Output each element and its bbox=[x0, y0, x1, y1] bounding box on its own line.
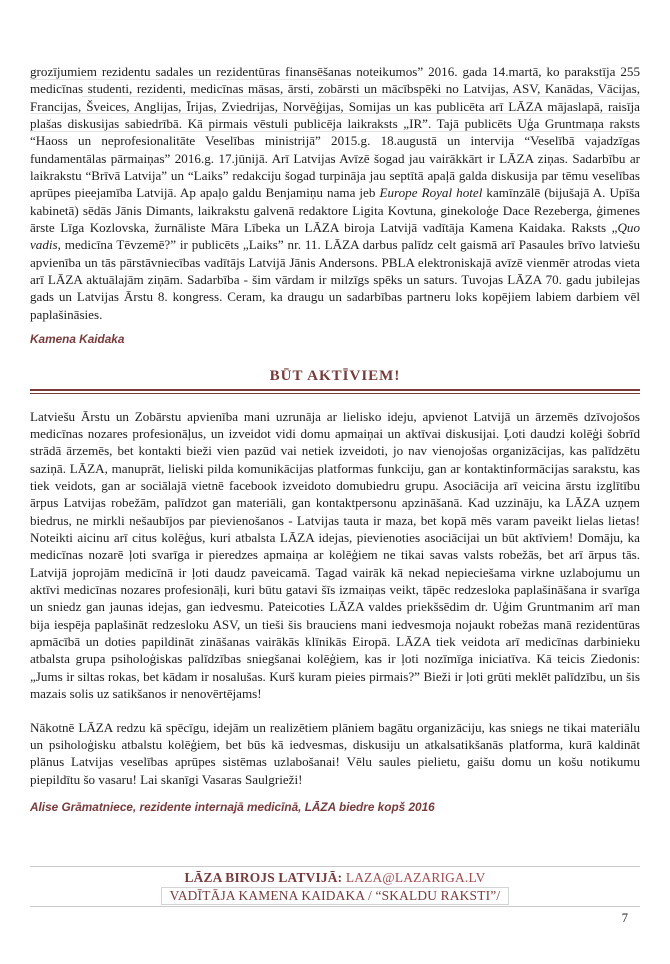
section-title: BŪT AKTĪVIEM! bbox=[269, 368, 401, 385]
page-number: 7 bbox=[621, 911, 628, 925]
footer-top-rule bbox=[30, 866, 640, 867]
article-2-paragraph-2: Nākotnē LĀZA redzu kā spēcīgu, idejām un realizētiem plāniem bagātu organizāciju, kas sniegs ne tikai materiālu un psiholoģisku atbalstu kolēģiem, bet būs kā iedvesmas, diskusiju un atkalsatikšanās platforma, kurā kaldināt plānus Latvijas veselības aprūpes sistēmas uzlabošanai! Vēlu saules pielietu, gaišu domu un košu notikumu piepildītu šo vasaru! Lai skanīgi Vasaras Saulgrieži! bbox=[30, 719, 640, 787]
page-footer bbox=[30, 866, 640, 926]
article-1-paragraph: grozījumiem rezidentu sadales un rezidentūras finansēšanas noteikumos” 2016. gada 14.martā, ko parakstīja 255 medicīnas studenti, rezidenti, medicīnas māsas, ārsti, zobārsti un mācībspēki no Latvijas, ASV, Kanādas, Vācijas, Francijas, Šveices, Anglijas, Īrijas, Zviedrijas, Norvēģijas, Somijas un kas publicēta arī LĀZA mājaslapā, raisīja plašas diskusijas sabiedrībā. Kā pirmais vēstuli publicēja laikraksts „IR”. Tajā publicēts Uģa Gruntmaņa raksts “Haoss un neprofesionalitāte Veselības ministrijā” 2015.g. 18.augustā un intervija “Veselībā vajadzīgas fundamentālas pārmaiņas” 2016.g. 17.jūnijā. Arī Latvijas Avīzē šogad jau vairākkārt ir LĀZA ziņas. Sadarbību ar laikrakstu “Brīvā Latvija” un “Laiks” redakciju šogad turpināja jau septītā apaļā galda diskusija par tēmu veselības aprūpes pieejamība Latvijā. Ap apaļo galdu Benjamiņu nama jeb Europe Royal hotel kamīnzālē (bijušajā A. Upīša kabinetā) sēdās Jānis Dimants, laikrakstu galvenā redaktore Ligita Kovtuna, ginekoloģe Dace Rezeberga, ģimenes ārste Līga Kozlovska, žurnāliste Māra Lībeka un LĀZA biroja Latvijā vadītāja Kamena Kaidaka. Raksts „Quo vadis, medicīna Tēvzemē?” ir publicēts „Laiks” nr. 11. LĀZA darbus palīdz celt gaismā arī Pasaules brīvo latviešu apvienība un tās pārstāvniecības vadītājs Latvijā Jānis Andersons. PBLA elektroniskajā avīzē vienmēr atrodas vieta arī LĀZA aktuālajām ziņām. Sadarbība - šim vārdam ir milzīgs spēks un saturs. Tuvojas LĀZA 70. gadu jubilejas gads un Latvijas Ārstu 8. kongress. Ceram, ka draugu un sadarbības partneru loks kopējiem labiem darbiem vēl paplašināsies. bbox=[30, 64, 640, 322]
article-2-author-signature: Alise Grāmatniece, rezidente internajā medicīnā, LĀZA biedre kopš 2016 bbox=[30, 799, 435, 814]
footer-email-link[interactable]: LAZA@LAZARIGA.LV bbox=[345, 870, 486, 885]
article-1-author-signature: Kamena Kaidaka bbox=[30, 332, 125, 347]
footer-bottom-rule bbox=[30, 906, 640, 907]
article-2-paragraph-1: Latviešu Ārstu un Zobārstu apvienība mani uzrunāja ar lielisko ideju, apvienot Latvijā un ārzemēs dzīvojošos medicīnas nozares profesionāļus, un izveidot vidi domu apmaiņai un aktīvai diskusijai. Ļoti daudzi kolēģi šobrīd strādā ārzemēs, bet kontakti bieži vien pazūd vai netiek izveidoti, jo nav vienojošas organizācijas, kas palīdzētu saziņā. LĀZA, manuprāt, lieliski pilda komunikācijas platformas funkciju, gan ar kontaktinformācijas sarakstu, kas tiek veidots, gan ar sociālajā vietnē facebook izveidoto domubiedru grupu. Asociācija arī veicina ārstu izglītību ārpus Latvijas robežām, palīdzot gan materiāli, gan kontaktpersonu apzināšanā. Kad uzzināju, ka LĀZA uzņem biedrus, ne mirkli nešaubījos par pievienošanos - Latvijas tauta ir maza, bet kopā mēs varam paveikt lielas lietas! Noteikti aicinu arī citus kolēģus, kuri atbalsta LĀZA idejas, pievienoties asociācijai un būt aktīviem! Domāju, ka medicīnas nozarē ļoti svarīga ir pieredzes apmaiņa ar kolēģiem ne tikai savas valsts robežās, bet arī ārpus tās. Latvijā joprojām medicīnā ir ļoti daudz paveicamā. Tagad vairāk kā nekad nepieciešama virkne uzlabojumu un aktīvi medicīnas nozares profesionāļi, kuri būtu gatavi šīs izmaiņas veikt, tāpēc redzesloka paplašināšana ir svarīga un sniedz gan jaunas idejas, gan iedvesmu. Pateicoties LĀZA valdes priekšsēdim dr. Uģim Gruntmanim arī man bija iespēja paplašināt redzesloku ASV, un tieši šis brauciens mani iedvesmoja nojaukt robežas manā rezidentūras apmācībā un doties papildināt zināšanas vairākās klīnikās Eiropā. LĀZA tiek veidota arī medicīnas darbinieku atbalsta grupa psiholoģiskas palīdzības sniegšanai kolēģiem, kas ir ļoti nozīmīga iniciatīva. Kā teicis Ziedonis: „Jums ir siltas rokas, bet kādam ir nosalušas. Kurš kuram pieies pirmais?” Bieži ir ļoti grūti meklēt palīdzību, un šis mazais solis uz satikšanos ir nenovērtējams! bbox=[30, 408, 640, 702]
footer-office-label: LĀZA BIROJS LATVIJĀ: bbox=[184, 870, 343, 885]
footer-office-line bbox=[30, 870, 640, 886]
page-content bbox=[30, 63, 640, 815]
title-divider-rule bbox=[30, 389, 640, 394]
footer-director-line: VADĪTĀJA KAMENA KAIDAKA / “SKALDU RAKSTI”/ bbox=[161, 887, 510, 905]
footer-director-line-wrap bbox=[30, 887, 640, 905]
